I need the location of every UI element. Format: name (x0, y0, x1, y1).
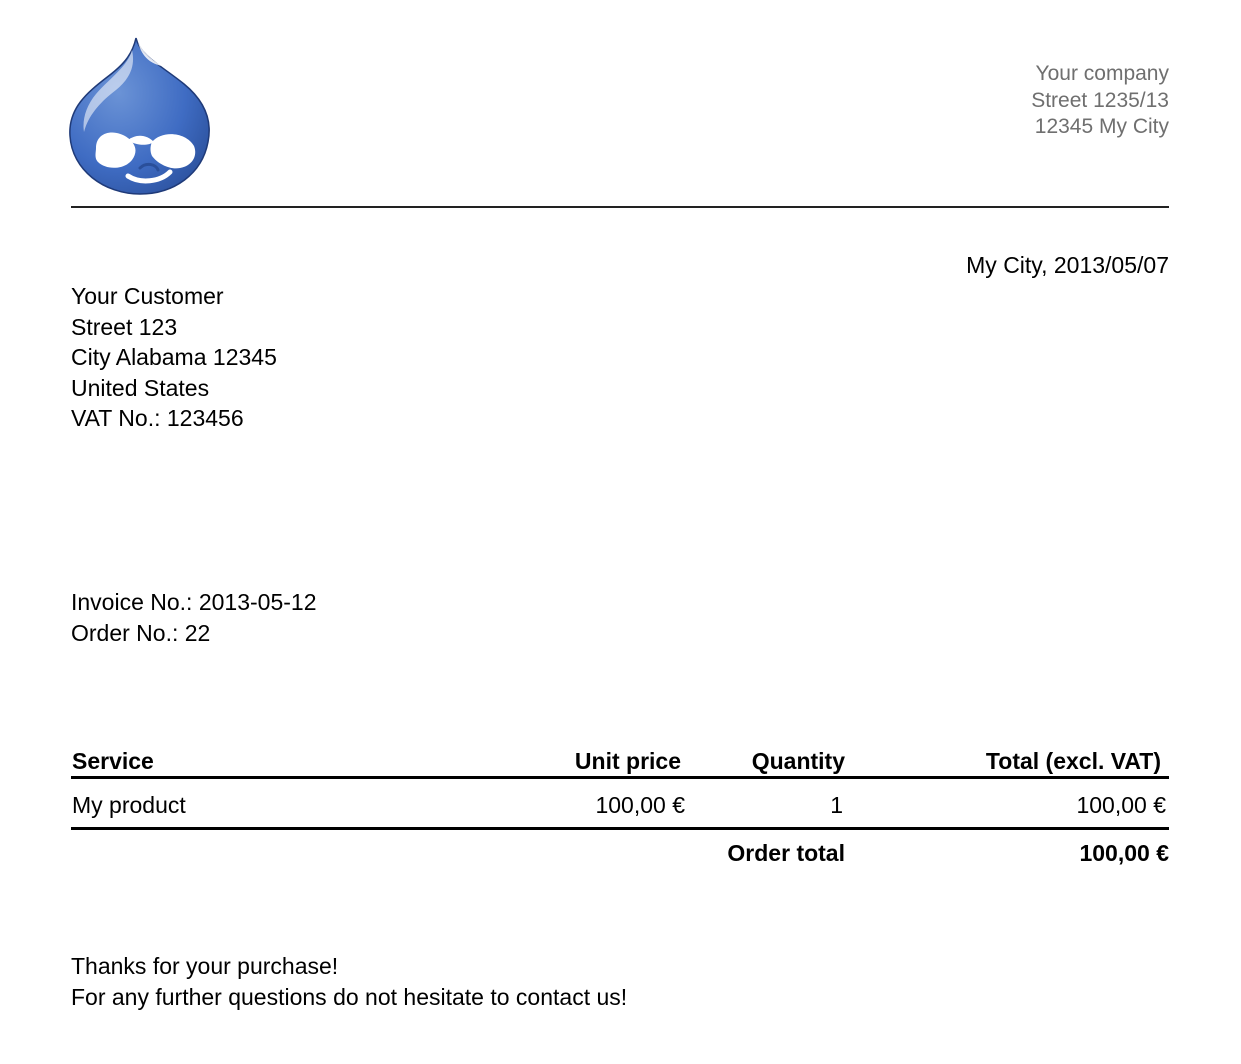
company-logo (66, 36, 214, 198)
table-header (71, 745, 1169, 779)
order-total-label: Order total (727, 840, 845, 866)
row-unit-price: 100,00 € (595, 792, 685, 818)
row-quantity: 1 (830, 792, 843, 818)
table-row (71, 779, 1169, 830)
table-footer (71, 830, 1169, 874)
company-address (1031, 61, 1169, 141)
header-quantity: Quantity (751, 748, 845, 774)
drupal-drop-logo-icon (66, 36, 214, 198)
invoice-meta (71, 587, 317, 649)
customer-country: United States (71, 374, 210, 401)
row-service: My product (72, 792, 186, 818)
customer-vat: VAT No.: 123456 (71, 405, 244, 431)
invoice-date: My City, 2013/05/07 (966, 252, 1169, 278)
header-service: Service (72, 748, 154, 774)
header-unit-price: Unit price (574, 748, 681, 774)
customer-name: Your Customer (71, 283, 224, 309)
items-table (71, 745, 1169, 874)
order-total-value: 100,00 € (1079, 840, 1169, 866)
contact-line: For any further questions do not hesitate to contact us! (71, 984, 628, 1010)
customer-address (71, 281, 277, 434)
company-street: Street 1235/13 (1031, 88, 1169, 112)
thanks-line: Thanks for your purchase! (71, 953, 339, 979)
row-total: 100,00 € (1076, 792, 1166, 818)
customer-street: Street 123 (71, 313, 178, 340)
customer-city: City Alabama 12345 (71, 344, 277, 370)
company-city: 12345 My City (1034, 115, 1169, 138)
header-divider (71, 206, 1169, 208)
closing-message (71, 951, 627, 1013)
invoice-number: Invoice No.: 2013-05-12 (71, 589, 317, 615)
header-total: Total (excl. VAT) (985, 748, 1161, 774)
order-number: Order No.: 22 (71, 620, 211, 646)
company-name: Your company (1035, 62, 1169, 85)
